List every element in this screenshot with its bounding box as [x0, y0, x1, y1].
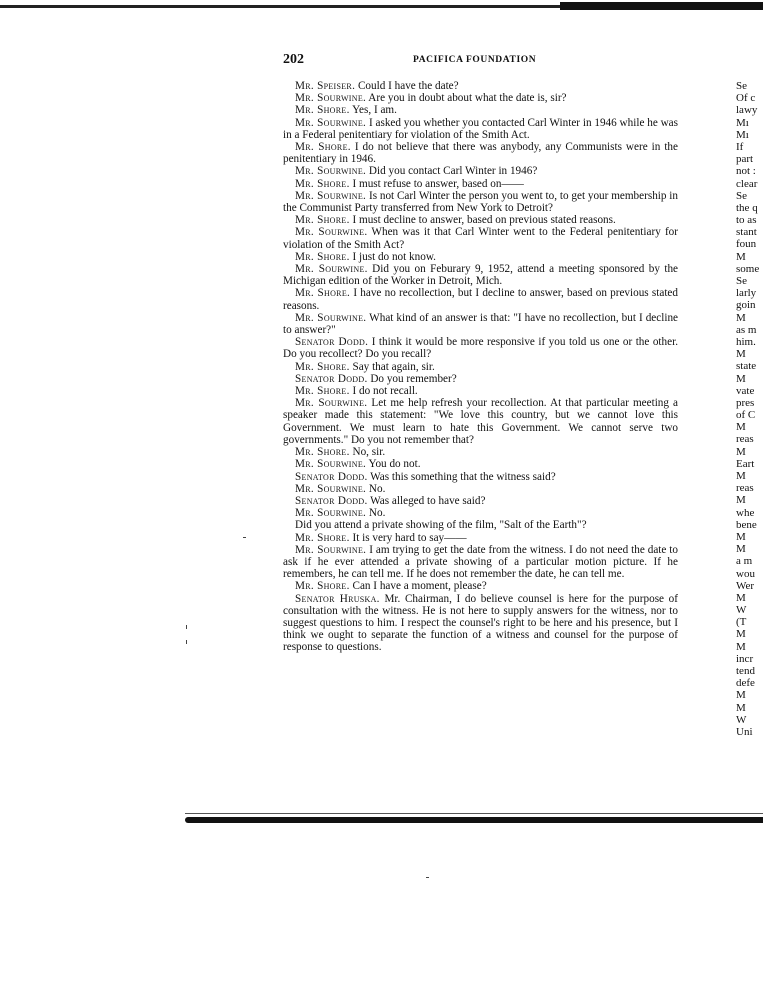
speaker-name: Mr. Sourwine.	[295, 458, 367, 471]
speech-text: I do not believe that there was anybody, any Communists were in the penitentiary in 1946.	[283, 141, 678, 166]
fragment-line: Of c	[736, 92, 756, 105]
speech-text: Did you contact Carl Winter in 1946?	[366, 165, 538, 178]
speaker-name: Mr. Sourwine.	[295, 116, 367, 129]
speech-text: Was this something that the witness said?	[367, 470, 556, 483]
transcript-paragraph	[283, 178, 678, 190]
transcript-paragraph	[283, 214, 678, 226]
fragment-line: stant	[736, 226, 757, 239]
speaker-name: Mr. Sourwine.	[295, 263, 368, 276]
speaker-name: Mr. Shore.	[295, 214, 350, 227]
fragment-line: pres	[736, 396, 755, 409]
fragment-line: bene	[736, 518, 757, 531]
speech-text: Do you remember?	[367, 372, 457, 385]
fragment-line: part	[736, 153, 754, 166]
transcript-paragraph	[283, 226, 678, 250]
speaker-name: Mr. Sourwine.	[295, 482, 367, 495]
speaker-name: Mr. Shore.	[295, 287, 351, 300]
fragment-line: as m	[736, 323, 757, 336]
speech-text: Did you on Feburary 9, 1952, attend a meeting sponsored by the Michigan edition of the Worker in Detroit, Mich.	[283, 263, 678, 288]
speaker-name: Mr. Shore.	[295, 446, 350, 459]
fragment-line: him.	[736, 335, 756, 348]
fragment-line: a m	[736, 555, 753, 568]
speaker-name: Mr. Shore.	[295, 141, 351, 154]
fragment-line: incr	[736, 652, 754, 665]
fragment-line: some	[736, 262, 760, 275]
fragment-line: M	[736, 701, 746, 714]
speaker-name: Mr. Sourwine.	[295, 189, 367, 202]
fragment-line: vate	[736, 384, 755, 397]
fragment-line: M	[736, 348, 746, 361]
fragment-line: to as	[736, 214, 757, 227]
fragment-line: larly	[736, 287, 757, 300]
scan-speck	[426, 877, 429, 878]
fragment-line: tend	[736, 665, 755, 677]
transcript-paragraph	[283, 165, 678, 177]
fragment-line: If	[736, 140, 744, 153]
fragment-line: M	[736, 445, 746, 458]
transcript-paragraph	[283, 361, 678, 373]
speech-text: Was alleged to have said?	[367, 494, 486, 507]
fragment-line: M	[736, 470, 746, 482]
bottom-scan-edge-thin	[185, 813, 763, 814]
scan-speck	[186, 640, 187, 644]
fragment-line: M	[736, 494, 746, 507]
transcript-paragraph	[283, 397, 678, 446]
fragment-line: goin	[736, 299, 756, 312]
scan-speck	[243, 537, 246, 538]
speech-text: I must refuse to answer, based on——	[349, 177, 524, 190]
fragment-line: Wer	[736, 579, 755, 592]
top-scan-edge-dark	[560, 2, 763, 10]
fragment-line: M	[736, 543, 746, 556]
speech-text: Are you in doubt about what the date is, sir?	[366, 92, 567, 105]
fragment-line: reas	[736, 433, 754, 446]
fragment-line: W	[736, 604, 747, 617]
speech-text: Could I have the date?	[355, 80, 459, 92]
speaker-name: Senator Dodd.	[295, 494, 368, 507]
transcript-paragraph	[283, 263, 678, 287]
fragment-line: Mı	[736, 116, 749, 129]
speaker-name: Mr. Sourwine.	[295, 543, 367, 556]
fragment-line: foun	[736, 238, 757, 251]
fragment-line: M	[736, 640, 746, 653]
transcript-paragraph	[283, 495, 678, 507]
transcript-paragraph	[283, 483, 678, 495]
speech-text: I do not recall.	[349, 385, 418, 398]
speaker-name: Mr. Sourwine.	[295, 165, 367, 178]
speaker-name: Senator Hruska.	[295, 592, 380, 605]
speaker-name: Mr. Shore.	[295, 580, 350, 593]
transcript-paragraph	[283, 373, 678, 385]
speaker-name: Mr. Speiser.	[295, 80, 356, 92]
transcript-paragraph	[283, 336, 678, 360]
running-head: PACIFICA FOUNDATION	[413, 55, 537, 65]
fragment-line: M	[736, 591, 746, 604]
speaker-name: Senator Dodd.	[295, 372, 368, 385]
speech-text: No.	[366, 482, 386, 495]
speech-text: Say that again, sir.	[349, 360, 435, 373]
fragment-line: wou	[736, 567, 755, 580]
speaker-name: Mr. Shore.	[295, 531, 350, 544]
transcript-body	[283, 80, 678, 654]
fragment-line: Se	[736, 80, 747, 92]
speaker-name: Mr. Sourwine.	[295, 507, 367, 520]
speech-text: Can I have a moment, please?	[349, 580, 487, 593]
speaker-name: Senator Dodd.	[295, 470, 368, 483]
transcript-paragraph	[283, 117, 678, 141]
speech-text: It is very hard to say——	[349, 531, 467, 544]
transcript-paragraph	[283, 458, 678, 470]
speech-text: When was it that Carl Winter went to the Federal penitentiary for violation of the Smith Act?	[283, 226, 678, 251]
transcript-paragraph	[283, 519, 678, 531]
speech-text: No, sir.	[349, 446, 386, 459]
speech-text: Let me help refresh your recollection. At that particular meeting a speaker made this statement: "We love this country, but we cannot love this Government. We must learn to hate this Government. We cannot serve two governments." Do you not remember that?	[283, 397, 678, 446]
speech-text: I am trying to get the date from the witness. I do not need the date to ask if he ever attended a private showing of a particular motion picture. If he remembers, he can tell me. If he does not remember the date, he can tell me.	[283, 543, 679, 581]
transcript-paragraph	[283, 141, 678, 165]
speech-text: I asked you whether you contacted Carl Winter in 1946 while he was in a Federal penitentiary for violation of the Smith Act.	[283, 116, 679, 141]
speech-text: Is not Carl Winter the person you went to, to get your membership in the Communist Party transferred from New York to Detroit?	[283, 189, 679, 215]
fragment-line: the q	[736, 201, 758, 214]
transcript-paragraph	[283, 580, 678, 592]
fragment-line: defe	[736, 677, 755, 690]
transcript-paragraph	[283, 251, 678, 263]
speaker-name: Mr. Shore.	[295, 104, 350, 117]
speaker-name: Mr. Sourwine.	[295, 226, 368, 239]
speaker-name: Senator Dodd.	[295, 336, 369, 349]
fragment-line: lawy	[736, 104, 758, 117]
transcript-paragraph	[283, 593, 678, 654]
speech-text: Mr. Chairman, I do believe counsel is here for the purpose of consultation with the witness. He is not here to supply answers for the witness, nor to suggest questions to him. I respect the counsel's right to be here and his presence, but I think we ought to separate the function of a witness and counsel for the purpose of response to questions.	[283, 592, 678, 654]
speech-text: Did you attend a private showing of the film, "Salt of the Earth"?	[295, 519, 587, 532]
speaker-name: Mr. Sourwine.	[295, 311, 367, 324]
fragment-line: M	[736, 372, 746, 385]
fragment-line: Mı	[736, 128, 749, 141]
speech-text: Yes, I am.	[349, 104, 397, 117]
speech-text: What kind of an answer is that: "I have no recollection, but I decline to answer?"	[283, 311, 679, 337]
page-header	[283, 52, 683, 72]
fragment-line: not :	[736, 165, 756, 178]
page-number: 202	[283, 52, 304, 67]
transcript-paragraph	[283, 507, 678, 519]
transcript-paragraph	[283, 446, 678, 458]
fragment-line: M	[736, 250, 746, 263]
fragment-line: Se	[736, 189, 747, 202]
transcript-paragraph	[283, 190, 678, 214]
transcript-paragraph	[283, 312, 678, 336]
speech-text: I think it would be more responsive if you told us one or the other. Do you recollect? Do you recall?	[283, 336, 679, 361]
fragment-line: Se	[736, 275, 747, 287]
fragment-line: M	[736, 689, 746, 702]
fragment-line: Eart	[736, 457, 755, 470]
speaker-name: Mr. Shore.	[295, 385, 350, 398]
fragment-line: M	[736, 311, 746, 324]
fragment-line: Uni	[736, 725, 753, 738]
bottom-scan-edge	[185, 817, 763, 823]
speaker-name: Mr. Shore.	[295, 177, 350, 190]
transcript-paragraph	[283, 92, 678, 104]
transcript-paragraph	[283, 532, 678, 544]
fragment-line: clear	[736, 177, 758, 190]
fragment-line: of C	[736, 409, 756, 422]
speaker-name: Mr. Shore.	[295, 250, 350, 263]
fragment-line: reas	[736, 482, 754, 495]
transcript-paragraph	[283, 287, 678, 311]
speech-text: You do not.	[366, 458, 421, 471]
transcript-paragraph	[283, 385, 678, 397]
fragment-line: M	[736, 628, 746, 641]
transcript-paragraph	[283, 471, 678, 483]
fragment-line: W	[736, 713, 747, 726]
fragment-line: (T	[736, 616, 747, 629]
transcript-paragraph	[283, 544, 678, 581]
speech-text: No.	[366, 507, 386, 520]
speech-text: I just do not know.	[349, 250, 436, 263]
adjacent-page-fragments	[736, 80, 763, 738]
fragment-line: whe	[736, 506, 755, 519]
speech-text: I must decline to answer, based on previous stated reasons.	[349, 214, 616, 227]
transcript-paragraph	[283, 104, 678, 116]
transcript-paragraph	[283, 80, 678, 92]
scan-speck	[186, 625, 187, 629]
speaker-name: Mr. Sourwine.	[295, 397, 368, 410]
speech-text: I have no recollection, but I decline to answer, based on previous stated reasons.	[283, 287, 678, 312]
fragment-line: state	[736, 360, 757, 373]
fragment-line: M	[736, 421, 746, 434]
speaker-name: Mr. Sourwine.	[295, 92, 367, 105]
speaker-name: Mr. Shore.	[295, 360, 350, 373]
fragment-line: M	[736, 530, 746, 543]
